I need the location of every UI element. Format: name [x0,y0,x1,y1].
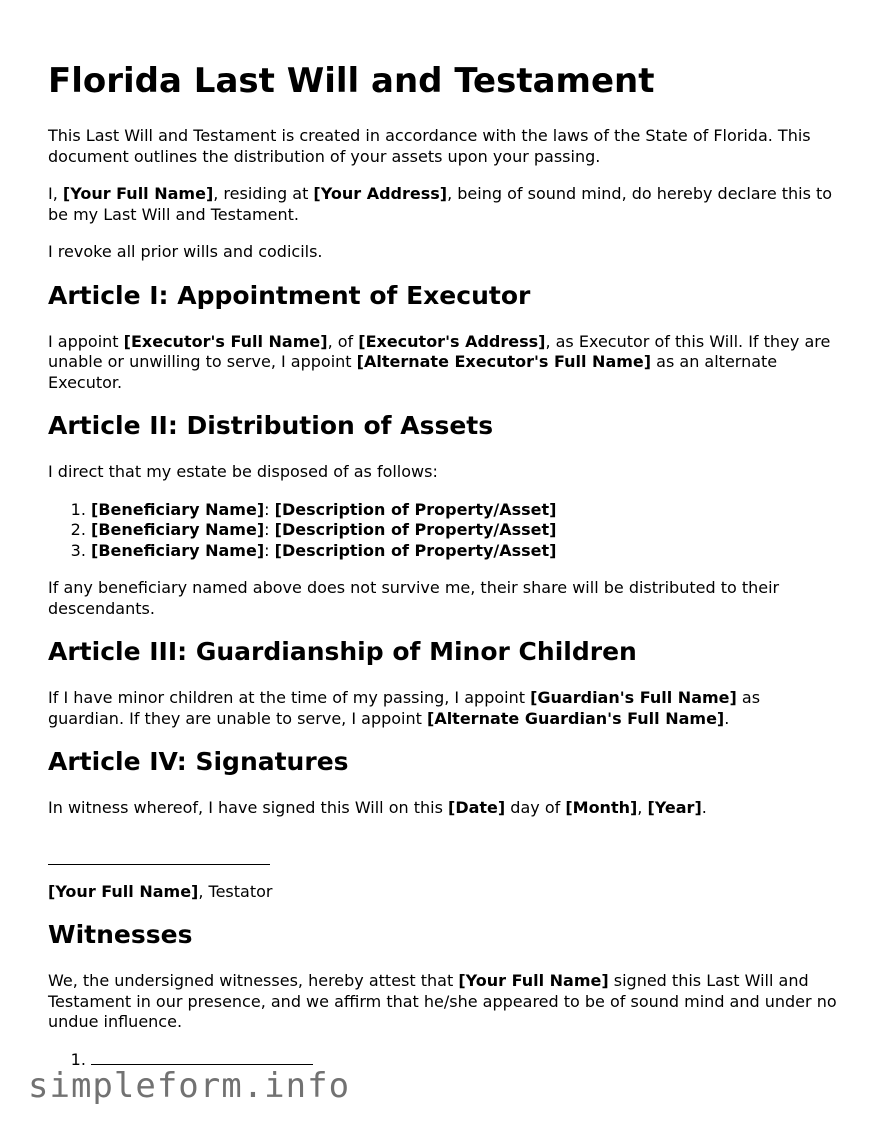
article-3-text-post: . [724,708,730,728]
executor-address-placeholder: [Executor's Address] [358,331,546,351]
asset-description-placeholder: [Description of Property/Asset] [274,520,557,539]
article-4-text-pre: In witness whereof, I have signed this Will on this [48,798,449,817]
article-2-intro-text: I direct that my estate be disposed of as follows: [48,462,438,481]
year-placeholder: [Year] [647,798,702,817]
article-2-intro [48,462,838,483]
month-placeholder: [Month] [565,798,638,817]
asset-description-placeholder: [Description of Property/Asset] [274,540,557,560]
beneficiary-name-placeholder: [Beneficiary Name] [91,540,265,560]
declaration-text-post: , being of sound mind, do hereby declare this to be my Last Will and Testament. [48,184,833,224]
article-1-text-mid1: , of [327,331,359,351]
article-1-text-post: as an alternate Executor. [48,352,778,392]
article-1-heading: Article I: Appointment of Executor [48,280,531,310]
witness-signature-line[interactable] [91,1050,313,1065]
witnesses-paragraph [48,971,838,1033]
witnesses-text-post: signed this Last Will and Testament in our presence, and we affirm that he/she appeared to be of sound mind and under no undue influence. [48,971,837,1031]
revocation-paragraph [48,242,838,263]
list-item-separator: : [264,499,275,519]
testator-label: , Testator [198,881,273,901]
testator-name-placeholder: [Your Full Name] [458,971,609,990]
article-4-text-mid1: day of [505,798,566,817]
beneficiary-name-placeholder: [Beneficiary Name] [91,520,265,539]
declaration-text-mid: , residing at [213,184,314,203]
witnesses-heading: Witnesses [48,920,193,949]
date-placeholder: [Date] [448,798,506,817]
testator-name-placeholder: [Your Full Name] [48,881,199,901]
article-3-heading: Article III: Guardianship of Minor Children [48,637,637,666]
article-1-text-pre: I appoint [48,331,124,351]
article-3-text-mid: as guardian. If they are unable to serve, I appoint [48,688,761,728]
list-item-separator: : [264,520,275,539]
list-item [91,520,838,541]
list-item [91,500,838,521]
article-4-text-mid2: , [637,798,648,817]
article-4-paragraph [48,798,838,819]
testator-name-placeholder: [Your Full Name] [62,184,214,203]
alternate-executor-placeholder: [Alternate Executor's Full Name] [356,352,652,371]
watermark: simpleform.info [28,1066,351,1106]
witnesses-text-pre: We, the undersigned witnesses, hereby attest that [48,971,459,990]
address-placeholder: [Your Address] [313,184,448,203]
declaration-paragraph [48,184,838,225]
article-4-text-post: . [701,798,707,817]
article-1-text-mid2: , as Executor of this Will. If they are unable or unwilling to serve, I appoint [48,331,831,371]
beneficiary-name-placeholder: [Beneficiary Name] [91,499,265,519]
list-item-separator: : [264,540,275,560]
article-3-paragraph [48,688,838,729]
article-2-outro [48,578,838,619]
executor-name-placeholder: [Executor's Full Name] [123,331,328,351]
article-2-outro-text: If any beneficiary named above does not survive me, their share will be distributed to their descendants. [48,578,780,618]
article-1-paragraph [48,332,838,394]
list-item [91,541,838,562]
guardian-name-placeholder: [Guardian's Full Name] [530,688,737,707]
article-4-heading: Article IV: Signatures [48,747,349,776]
will-document [48,58,838,1087]
beneficiary-list [48,500,838,562]
intro-paragraph [48,126,838,167]
testator-signature-line[interactable] [48,836,270,865]
asset-description-placeholder: [Description of Property/Asset] [274,499,557,519]
intro-text: This Last Will and Testament is created in accordance with the laws of the State of Florida. This document outlines the distribution of your assets upon your passing. [48,126,811,166]
testator-caption [48,882,838,903]
article-2-heading: Article II: Distribution of Assets [48,411,494,440]
revocation-text: I revoke all prior wills and codicils. [48,242,323,261]
document-title: Florida Last Will and Testament [48,61,655,101]
declaration-text-pre: I, [48,184,63,203]
alternate-guardian-placeholder: [Alternate Guardian's Full Name] [427,708,725,728]
article-3-text-pre: If I have minor children at the time of my passing, I appoint [48,688,531,707]
